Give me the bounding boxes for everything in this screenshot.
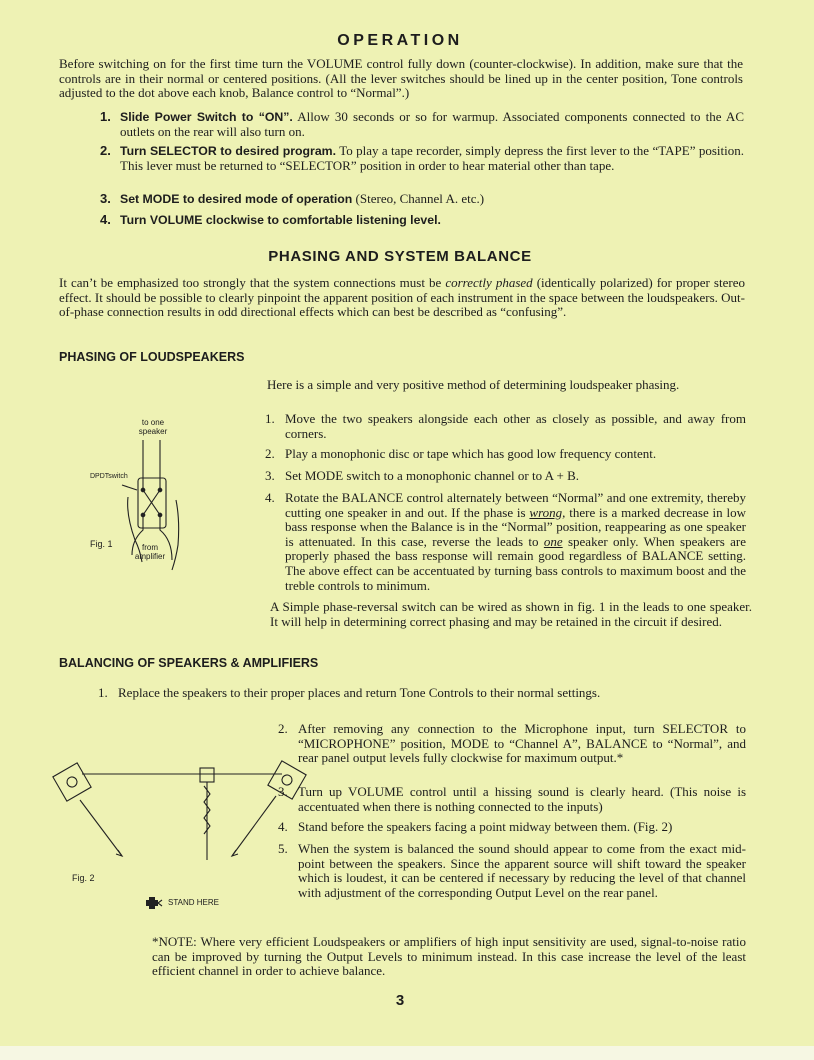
balancing-step-2 <box>278 721 746 766</box>
phasing-intro-emphasis: correctly phased <box>445 275 533 290</box>
step-number: 1. <box>98 685 108 700</box>
loudspeakers-step-3 <box>265 468 746 484</box>
step-text: Allow 30 seconds or so for warmup. Associated components connected to the AC outlets on the rear will also turn on. <box>120 109 744 139</box>
fig1-switch-label: DPDTswitch <box>90 473 128 480</box>
fig1-label: Fig. 1 <box>90 539 113 549</box>
operation-step-2 <box>100 143 745 173</box>
step-text: After removing any connection to the Microphone input, turn SELECTOR to “MICROPHONE” position, MODE to “Channel A”, BALANCE to “Normal”, and rear panel output levels fully clockwise for maximum output.* <box>298 721 746 766</box>
step-number: 4. <box>100 212 111 227</box>
phasing-intro-text-2: (identically polarized) for proper stereo effect. It should be possible to clearly pinpoint the apparent position of each instrument in the space between the loudspeakers. Out-of-phase connection results in odd directional effects which can best be described as “confusing”. <box>59 275 745 320</box>
balancing-step-4 <box>278 819 746 835</box>
step-text: Rotate the BALANCE control alternately between “Normal” and one extremity, thereby cutting one speaker in and out. If the phase is <box>285 490 746 520</box>
fig2-stand-here-label: STAND HERE <box>168 898 219 907</box>
operation-step-3 <box>100 191 744 207</box>
phasing-intro <box>59 276 745 320</box>
page-number: 3 <box>395 992 405 1009</box>
operation-intro: Before switching on for the first time turn the VOLUME control fully down (counter-clockwise). In addition, make sure that the controls are in their normal or centered positions. (All the lever switches should be lined up in the center position, Tone controls adjusted to the dot above each knob, Balance control to “Normal”.) <box>59 56 743 101</box>
step-text: To play a tape recorder, simply depress the first lever to the “TAPE” position. This lever must be returned to “SELECTOR” position in order to hear material other than tape. <box>120 143 745 173</box>
balancing-step-5 <box>278 841 746 900</box>
step-text: speaker only. When speakers are properly phased the bass response will remain good regardless of BALANCE setting. The above effect can be accentuated by turning bass controls to maximum boost and the treble controls to minimum. <box>285 533 746 593</box>
step-number: 2. <box>265 446 275 461</box>
step-text: (Stereo, Channel A. etc.) <box>352 191 485 206</box>
step-lead: Set MODE to desired mode of operation <box>120 192 353 206</box>
step-number: 5. <box>278 841 288 856</box>
loudspeakers-heading: PHASING OF LOUDSPEAKERS <box>59 350 245 364</box>
step-text: Turn up VOLUME control until a hissing sound is clearly heard. (This noise is accentuated when there is nothing connected to the inputs) <box>298 784 746 814</box>
phasing-intro-text-1: It can’t be emphasized too strongly that the system connections must be <box>59 275 446 290</box>
step-text: Move the two speakers alongside each other as closely as possible, and away from corners. <box>285 411 746 441</box>
step-text: Stand before the speakers facing a point midway between them. (Fig. 2) <box>298 819 673 834</box>
loudspeakers-step-4 <box>265 490 746 593</box>
fig1-from-amp-label: from amplifier <box>134 543 166 561</box>
step-text: Replace the speakers to their proper places and return Tone Controls to their normal settings. <box>118 685 601 700</box>
step-text: Play a monophonic disc or tape which has good low frequency content. <box>285 446 657 461</box>
loudspeakers-intro: Here is a simple and very positive method of determining loudspeaker phasing. <box>267 377 680 392</box>
step-number: 1. <box>265 411 275 426</box>
step-number: 2. <box>100 143 111 158</box>
step-lead: Turn VOLUME clockwise to comfortable listening level. <box>120 213 441 227</box>
step-lead: Turn SELECTOR to desired program. <box>120 144 337 158</box>
step-text: there is a marked decrease in low bass response when the Balance is in the “Normal” position, reappearing as one speaker is attenuated. In this case, reverse the leads to <box>285 504 746 549</box>
fig2-label: Fig. 2 <box>72 873 95 883</box>
step-text: Set MODE switch to a monophonic channel or to A + B. <box>285 468 580 483</box>
phasing-heading: PHASING AND SYSTEM BALANCE <box>268 248 532 265</box>
operation-heading: OPERATION <box>337 32 463 49</box>
operation-step-4 <box>100 212 744 228</box>
step-number: 1. <box>100 109 111 124</box>
step-lead: Slide Power Switch to “ON”. <box>120 110 293 124</box>
step-text: When the system is balanced the sound should appear to come from the exact mid-point between the speakers. Since the apparent source will shift toward the speaker which is loudest, it can be centered if necessary by reducing the level of that channel with adjustment of the corresponding Output Level on the rear panel. <box>298 841 746 900</box>
step-number: 3. <box>265 468 275 483</box>
loudspeakers-note: A Simple phase-reversal switch can be wired as shown in fig. 1 in the leads to one speaker. It will help in determining correct phasing and may be retained in the circuit if desired. <box>270 599 752 629</box>
step-number: 3. <box>100 191 111 206</box>
loudspeakers-step-1 <box>265 411 746 441</box>
operation-step-1 <box>100 109 744 139</box>
step-number: 2. <box>278 721 288 736</box>
step-number: 3. <box>278 784 288 799</box>
fig1-to-speaker-label: to one speaker <box>138 418 168 436</box>
balancing-step-3 <box>278 784 746 814</box>
loudspeakers-step-2 <box>265 446 746 462</box>
step-emphasis-wrong: wrong, <box>529 504 566 520</box>
step-number: 4. <box>278 819 288 834</box>
balancing-note: *NOTE: Where very efficient Loudspeakers or amplifiers of high input sensitivity are used, signal-to-noise ratio can be improved by turning the Output Levels to minimum instead. In this case increase the level of the least efficient channel in order to achieve balance. <box>152 934 746 979</box>
balancing-heading: BALANCING OF SPEAKERS & AMPLIFIERS <box>59 656 319 670</box>
step-emphasis-one: one <box>543 533 563 549</box>
step-number: 4. <box>265 490 275 505</box>
scan-edge <box>0 1046 814 1060</box>
balancing-step-1 <box>98 685 738 701</box>
